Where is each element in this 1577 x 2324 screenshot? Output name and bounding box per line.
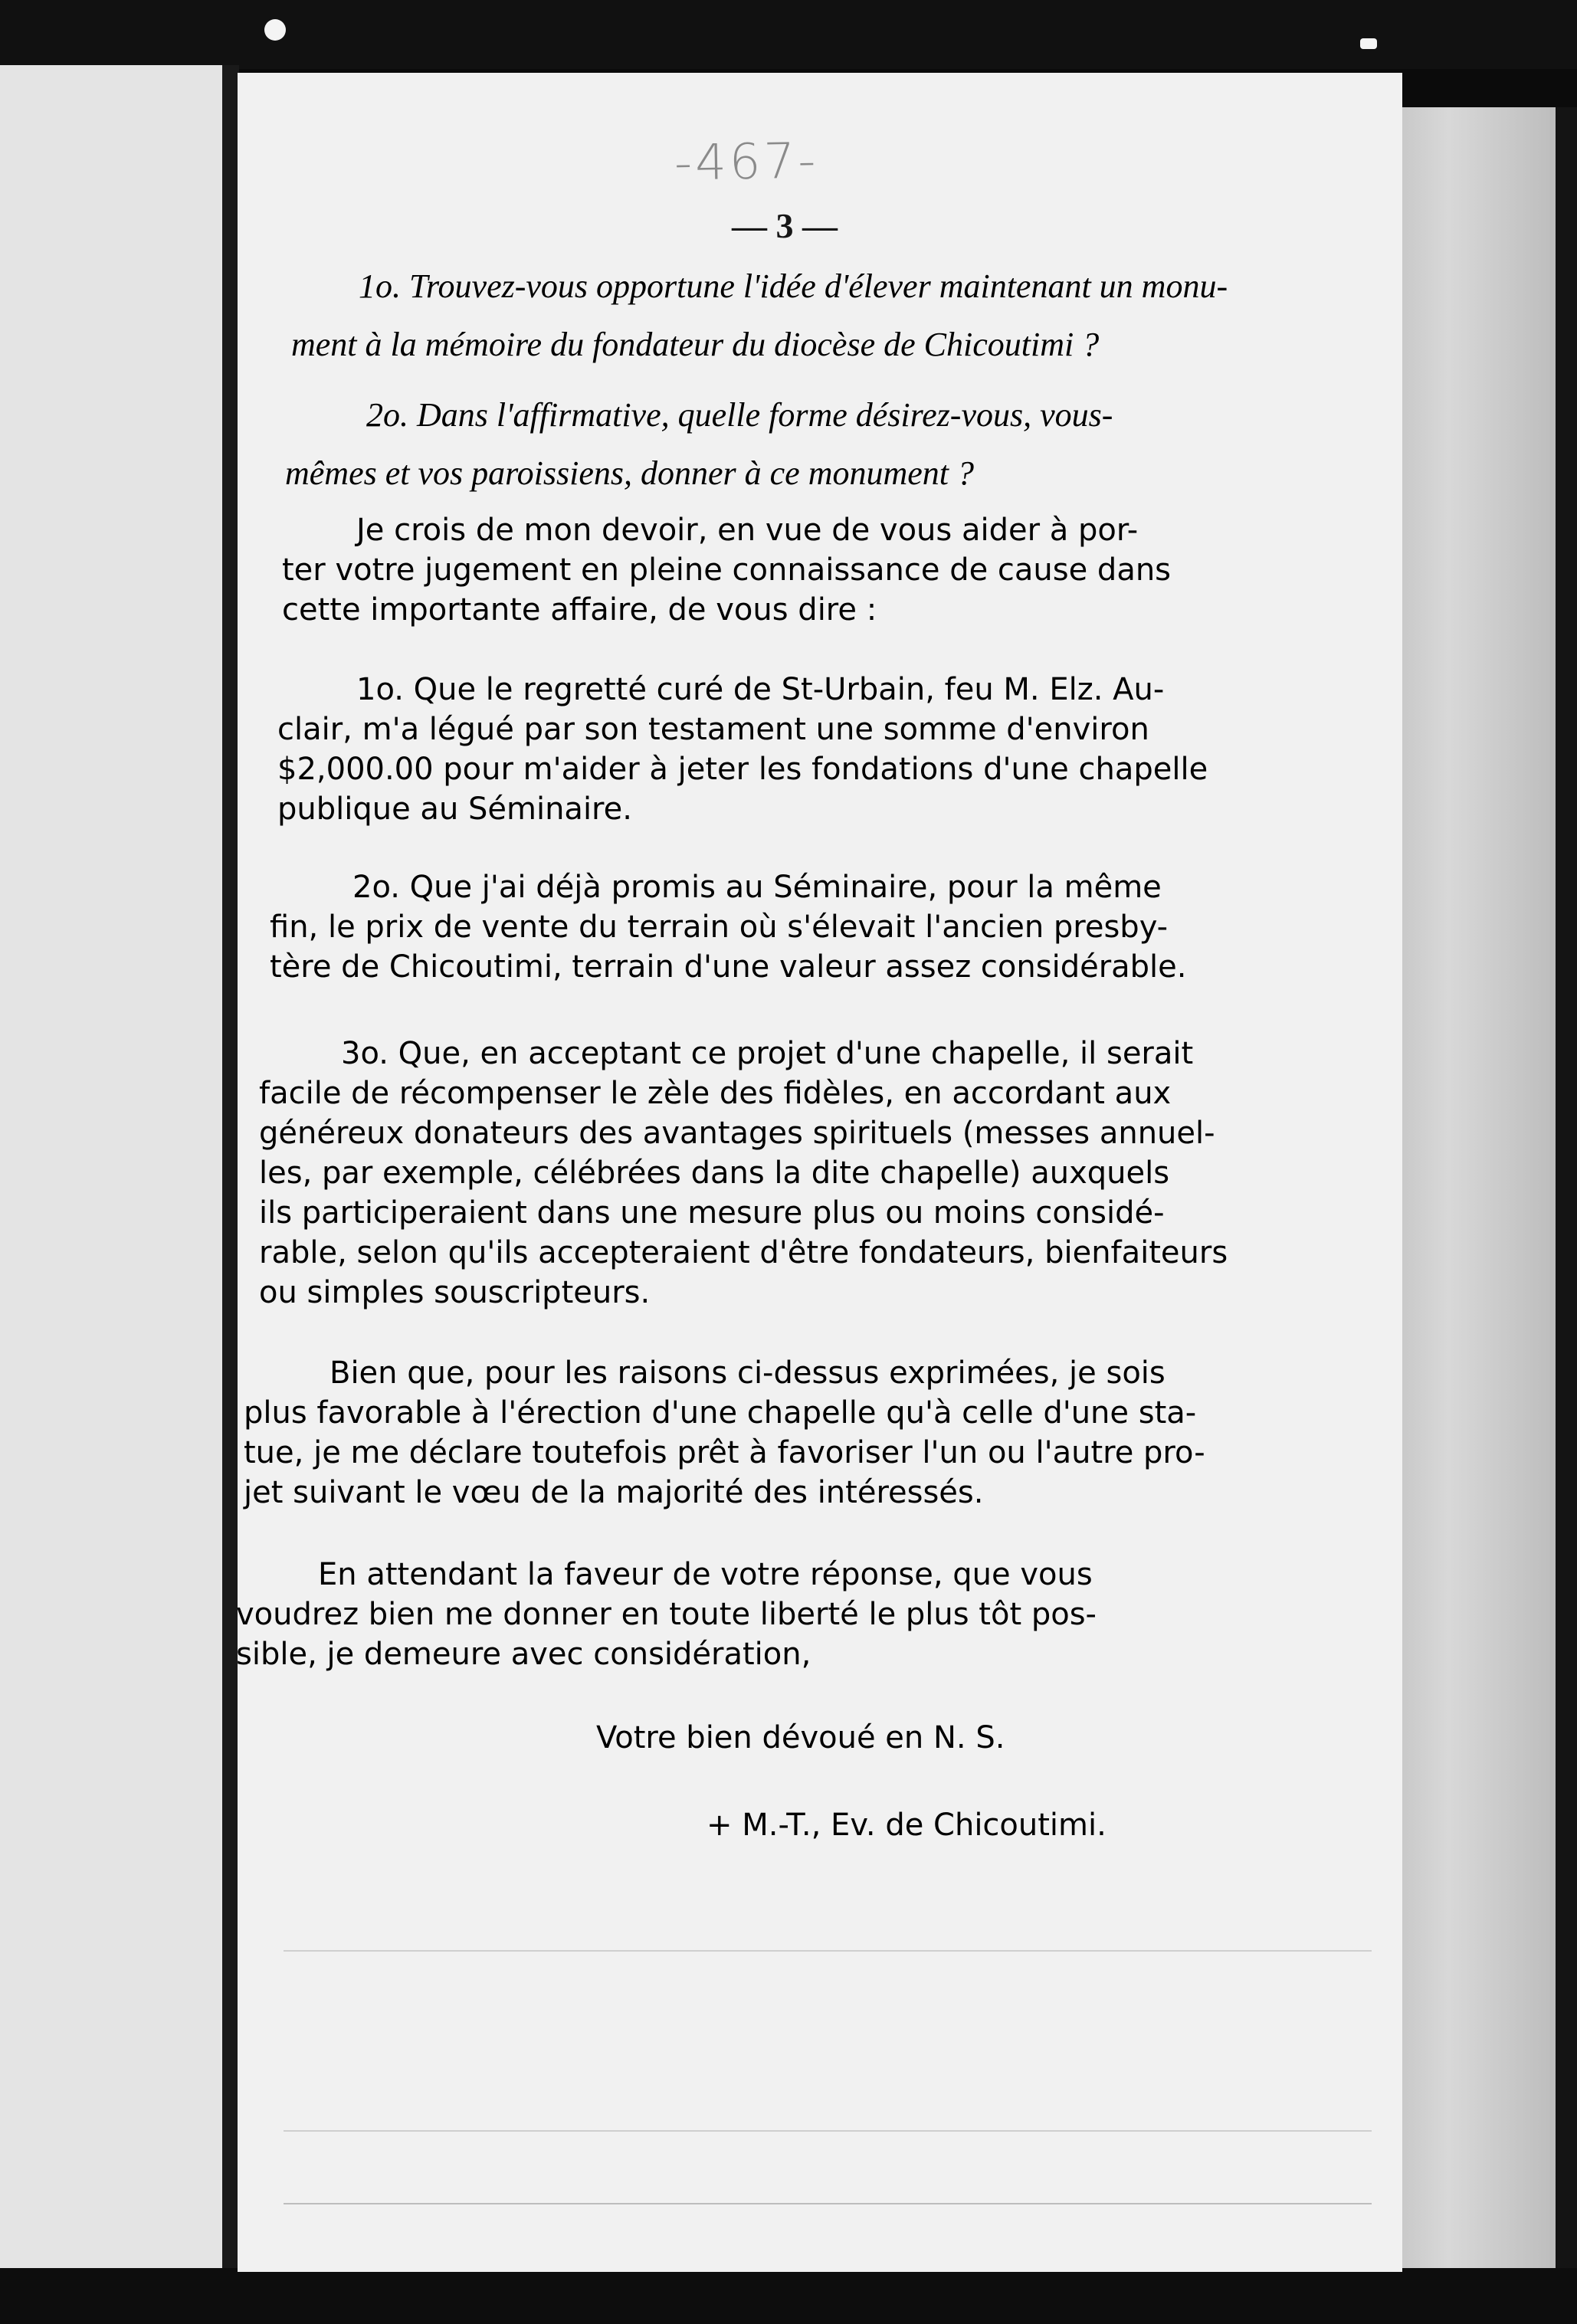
book-gutter xyxy=(222,65,239,2272)
point-1-line-1: 1o. Que le regretté curé de St-Urbain, feu M. Elz. Au- xyxy=(356,672,1165,707)
closing-salutation: Votre bien dévoué en N. S. xyxy=(596,1720,1005,1755)
point-3-line-6: rable, selon qu'ils accepteraient d'être fondateurs, bienfaiteurs xyxy=(259,1235,1228,1270)
faint-rule xyxy=(284,2203,1372,2204)
point-3-line-2: facile de récompenser le zèle des fidèles, en accordant aux xyxy=(259,1076,1172,1111)
closing-paragraph-line-2: voudrez bien me donner en toute liberté le plus tôt pos- xyxy=(236,1597,1097,1632)
point-3-line-7: ou simples souscripteurs. xyxy=(259,1275,651,1310)
scan-hole-mark xyxy=(264,19,286,41)
intro-line-3: cette importante affaire, de vous dire : xyxy=(282,592,877,628)
handwritten-page-note: -467- xyxy=(674,133,819,192)
question-2-line-2: mêmes et vos paroissiens, donner à ce monument ? xyxy=(285,454,974,492)
point-2-line-2: fin, le prix de vente du terrain où s'élevait l'ancien presby- xyxy=(270,910,1169,945)
point-3-line-5: ils participeraient dans une mesure plus ou moins considé- xyxy=(259,1195,1165,1231)
question-2-line-1: 2o. Dans l'affirmative, quelle forme désirez-vous, vous- xyxy=(366,396,1113,434)
scan-bottom-border xyxy=(0,2268,1577,2324)
point-3-line-4: les, par exemple, célébrées dans la dite chapelle) auxquels xyxy=(259,1155,1170,1191)
preference-line-1: Bien que, pour les raisons ci-dessus exprimées, je sois xyxy=(329,1355,1166,1391)
page-stack-edge xyxy=(1402,107,1556,2268)
point-1-line-3: $2,000.00 pour m'aider à jeter les fondations d'une chapelle xyxy=(277,752,1208,787)
intro-line-2: ter votre jugement en pleine connaissance de cause dans xyxy=(282,552,1172,588)
scan-top-border xyxy=(0,0,1577,69)
point-2-line-3: tère de Chicoutimi, terrain d'une valeur assez considérable. xyxy=(270,949,1187,985)
facing-page-edge xyxy=(0,65,222,2272)
point-2-line-1: 2o. Que j'ai déjà promis au Séminaire, pour la même xyxy=(352,870,1162,905)
preference-line-2: plus favorable à l'érection d'une chapelle qu'à celle d'une sta- xyxy=(244,1395,1197,1431)
scan-hole-mark xyxy=(1360,38,1377,49)
faint-rule xyxy=(284,2130,1372,2132)
preference-line-3: tue, je me déclare toutefois prêt à favoriser l'un ou l'autre pro- xyxy=(244,1435,1205,1470)
point-1-line-4: publique au Séminaire. xyxy=(277,792,632,827)
faint-rule xyxy=(284,1950,1372,1952)
point-3-line-1: 3o. Que, en acceptant ce projet d'une chapelle, il serait xyxy=(341,1036,1194,1071)
signature: + M.-T., Ev. de Chicoutimi. xyxy=(707,1808,1107,1843)
scan-right-border xyxy=(1556,107,1577,2268)
closing-paragraph-line-1: En attendant la faveur de votre réponse, que vous xyxy=(318,1557,1093,1592)
preference-line-4: jet suivant le vœu de la majorité des intéressés. xyxy=(244,1475,984,1510)
intro-line-1: Je crois de mon devoir, en vue de vous aider à por- xyxy=(356,513,1139,548)
point-3-line-3: généreux donateurs des avantages spirituels (messes annuel- xyxy=(259,1116,1215,1151)
question-1-line-2: ment à la mémoire du fondateur du diocèse de Chicoutimi ? xyxy=(291,326,1100,363)
question-1-line-1: 1o. Trouvez-vous opportune l'idée d'élever maintenant un monu- xyxy=(359,267,1228,305)
page-number: — 3 — xyxy=(732,206,838,245)
point-1-line-2: clair, m'a légué par son testament une somme d'environ xyxy=(277,712,1149,747)
closing-paragraph-line-3: sible, je demeure avec considération, xyxy=(236,1637,811,1672)
